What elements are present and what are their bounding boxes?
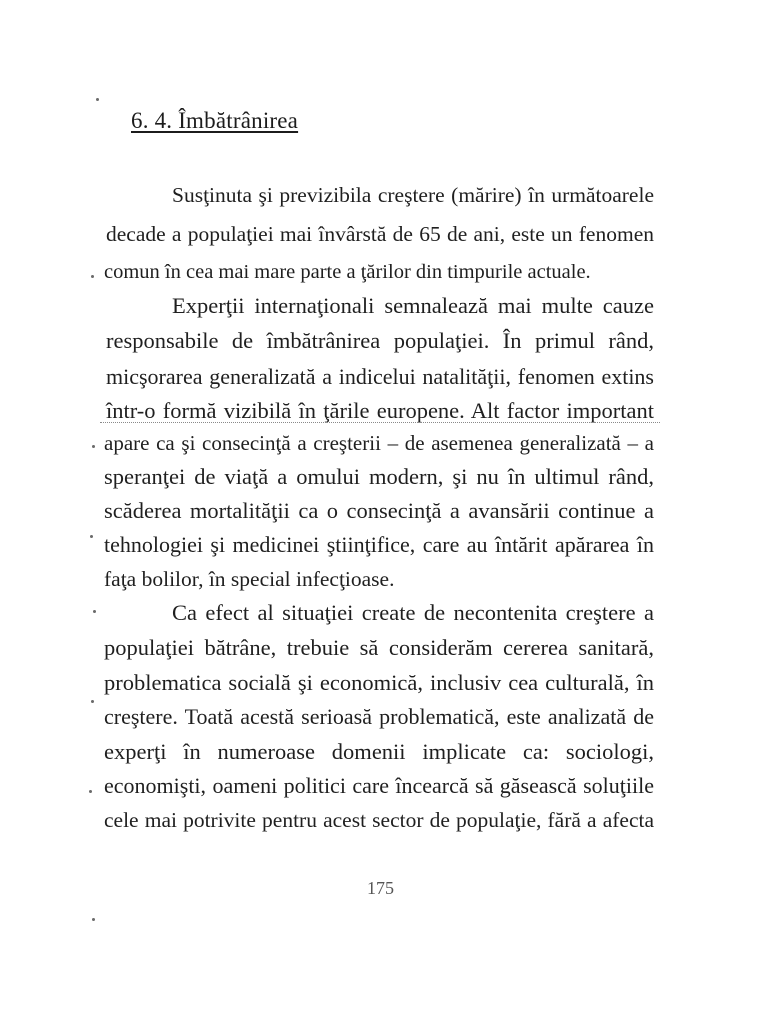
scan-speck [91,700,94,703]
scan-speck [96,98,99,101]
section-heading: 6. 4. Îmbătrânirea [131,108,299,133]
text-line: micşorarea generalizată a indicelui natalităţii, fenomen extins [106,364,654,389]
text-line: decade a populaţiei mai învârstă de 65 de ani, este un fenomen [106,222,654,246]
scan-speck [92,445,95,448]
text-line: comun în cea mai mare parte a ţărilor din timpurile actuale. [104,261,591,283]
scan-speck [91,275,94,278]
text-line: apare ca şi consecinţă a creşterii – de asemenea generalizată – a [104,431,654,455]
text-line: responsabile de îmbătrânirea populaţiei. În primul rând, [106,328,654,353]
text-line: speranţei de viaţă a omului modern, şi nu în ultimul rând, [104,464,654,489]
text-line: Ca efect al situaţiei create de necontenita creştere a [172,600,654,625]
text-line: faţa bolilor, în special infecţioase. [104,567,395,591]
text-line: economişti, oameni politici care încearcă să găsească soluţiile [104,773,654,798]
text-line: cele mai potrivite pentru acest sector de populaţie, fără a afecta [104,808,654,832]
text-line: scăderea mortalităţii ca o consecinţă a avansării continue a [104,498,654,523]
text-line: populaţiei bătrâne, trebuie să considerăm cererea sanitară, [104,635,654,660]
text-line: tehnologiei şi medicinei ştiinţifice, care au întărit apărarea în [104,532,654,557]
scan-speck [90,535,93,538]
text-line: experţi în numeroase domenii implicate ca: sociologi, [104,739,654,764]
text-line: problematica socială şi economică, inclusiv cea culturală, în [104,670,654,695]
text-line: într-o formă vizibilă în ţările europene. Alt factor important [106,398,654,423]
scan-speck [92,918,95,921]
scan-artifact-line [100,422,660,423]
text-line: creştere. Toată acestă serioasă problematică, este analizată de [104,704,654,729]
scan-speck [93,610,96,613]
text-line: Experţii internaţionali semnalează mai multe cauze [172,293,654,318]
text-line: Susţinuta şi previzibila creştere (mărire) în următoarele [172,183,654,207]
page-number: 175 [367,878,394,898]
scan-speck [89,790,92,793]
